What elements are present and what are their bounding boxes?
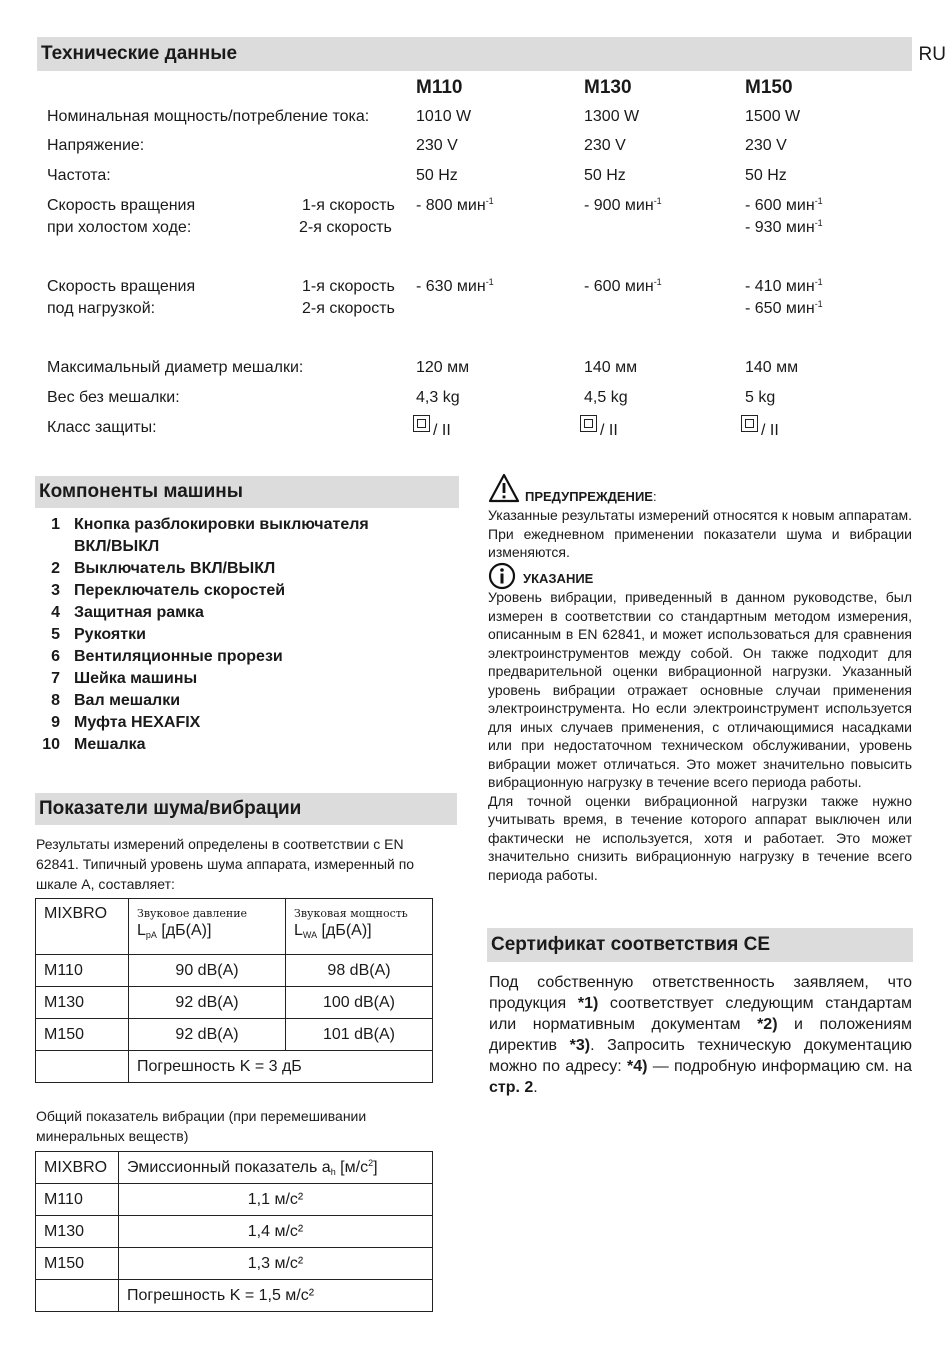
load-speed-label-1: Скорость вращения — [47, 278, 196, 295]
tech-data-heading: Технические данные — [37, 37, 912, 71]
protection-class-icon — [741, 415, 758, 432]
protection-m110: / II — [413, 419, 451, 440]
table-row — [36, 1280, 433, 1312]
table-cell: 98 dB(A) — [286, 955, 433, 987]
table-row — [36, 1184, 433, 1216]
table-cell: M110 — [36, 1184, 119, 1216]
protection-class-icon — [413, 415, 430, 432]
power-m150: 1500 W — [745, 108, 801, 125]
warning-icon — [488, 473, 520, 508]
diameter-m110: 120 мм — [416, 359, 470, 376]
list-item: 3 Переключатель скоростей — [51, 582, 286, 599]
weight-m150: 5 kg — [745, 389, 776, 406]
load-m110-speed1: - 630 мин$^{-1}$ — [416, 277, 494, 295]
load-speed-label-2: под нагрузкой: — [47, 300, 156, 317]
table-cell: 100 dB(A) — [286, 987, 433, 1019]
noise-intro: Результаты измерений определены в соответствии с EN 62841. Типичный уровень шума аппарата, измеренный по шкале А, составляет: — [36, 836, 415, 892]
table-row — [36, 1051, 433, 1083]
table-cell: 101 dB(A) — [286, 1019, 433, 1051]
noise-table-head: MIXBRO — [36, 899, 129, 955]
list-item: 1 Кнопка разблокировки выключателя — [51, 516, 369, 533]
sound-power-header: Звуковая мощность $L_{WA}$ [дБ(A)] — [286, 899, 433, 955]
model-m150-header: M150 — [745, 77, 793, 98]
voltage-m110: 230 V — [416, 137, 458, 154]
table-row — [36, 1216, 433, 1248]
idle-m110-speed1: - 800 мин$^{-1}$ — [416, 196, 494, 214]
frequency-m110: 50 Hz — [416, 167, 458, 184]
list-item: 10 Мешалка — [42, 736, 146, 753]
load-speed2-label: 2-я скорость — [302, 300, 395, 317]
noise-vibration-heading: Показатели шума/вибрации — [35, 793, 457, 825]
idle-m130-speed1: - 900 мин$^{-1}$ — [584, 196, 662, 214]
table-cell — [36, 1051, 129, 1083]
table-row — [36, 1152, 433, 1184]
voltage-m130: 230 V — [584, 137, 626, 154]
power-label: Номинальная мощность/потребление тока: — [47, 108, 370, 125]
idle-m150-speed1: - 600 мин$^{-1}$ — [745, 196, 823, 214]
table-row — [36, 1248, 433, 1280]
idle-speed2-label: 2-я скорость — [299, 219, 392, 236]
noise-tolerance: Погрешность K = 3 дБ — [129, 1051, 433, 1083]
load-speed1-label: 1-я скорость — [302, 278, 395, 295]
frequency-m130: 50 Hz — [584, 167, 626, 184]
protection-m130: / II — [580, 419, 618, 440]
weight-label: Вес без мешалки: — [47, 389, 180, 406]
emission-header: Эмиссионный показатель $a_h$ $[м/с^2]$ — [119, 1152, 433, 1184]
table-cell: 1,3 м/с² — [119, 1248, 433, 1280]
model-m130-header: M130 — [584, 77, 632, 98]
table-cell: 1,4 м/с² — [119, 1216, 433, 1248]
table-row — [36, 1019, 433, 1051]
list-item: 8 Вал мешалки — [51, 692, 181, 709]
components-list — [36, 514, 369, 756]
power-m130: 1300 W — [584, 108, 640, 125]
table-cell: M150 — [36, 1248, 119, 1280]
table-row — [36, 987, 433, 1019]
table-row — [36, 955, 433, 987]
load-m130-speed1: - 600 мин$^{-1}$ — [584, 277, 662, 295]
list-item: 6 Вентиляционные прорези — [51, 648, 283, 665]
warning-title: ПРЕДУПРЕЖДЕНИЕ: — [525, 489, 657, 504]
vibration-tolerance: Погрешность K = 1,5 м/с² — [119, 1280, 433, 1312]
protection-m150: / II — [741, 419, 779, 440]
table-cell: 92 dB(A) — [129, 987, 286, 1019]
model-m110-header: M110 — [416, 77, 463, 98]
table-cell: M110 — [36, 955, 129, 987]
idle-m150-speed2: - 930 мин$^{-1}$ — [745, 218, 823, 236]
frequency-m150: 50 Hz — [745, 167, 787, 184]
components-heading: Компоненты машины — [35, 476, 459, 508]
list-item: ВКЛ/ВЫКЛ — [74, 538, 160, 555]
table-cell — [36, 1280, 119, 1312]
table-cell: 1,1 м/с² — [119, 1184, 433, 1216]
frequency-label: Частота: — [47, 167, 111, 184]
list-item: 9 Муфта HEXAFIX — [51, 714, 201, 731]
sound-pressure-header: Звуковое давление $L_{pA}$ [дБ(A)] — [129, 899, 286, 955]
table-cell: M150 — [36, 1019, 129, 1051]
notice-title: УКАЗАНИЕ — [523, 571, 594, 586]
voltage-m150: 230 V — [745, 137, 787, 154]
idle-speed1-label: 1-я скорость — [302, 197, 395, 214]
table-cell: M130 — [36, 1216, 119, 1248]
table-cell: 90 dB(A) — [129, 955, 286, 987]
notice-text: Уровень вибрации, приведенный в данном руководстве, был измерен в соответствии со стандартным методом измерения, описанным в EN 62841, и может использоваться для сравнения электроинструментов между собой. Он также подходит для предварительной оценки вибрационной нагрузки. Указанный уровень вибрации отражает основные случаи применения электроинструмента. Но если электроинструмент используется для иных случаев применения, с отличающимися насадками или при недостаточном техническом обслуживании, уровень вибрации может отличаться. Это может значительно повысить вибрационную нагрузку в течение всего периода работы. Для точной оценки вибрационной нагрузки также нужно учитывать время, в течение которого аппарат выключен или фактически не используется, хотя и работает. Это может значительно снизить вибрационную нагрузку в течение всего периода работы. — [488, 589, 912, 883]
weight-m130: 4,5 kg — [584, 389, 628, 406]
list-item: 5 Рукоятки — [51, 626, 146, 643]
load-m150-speed2: - 650 мин$^{-1}$ — [745, 299, 823, 317]
protection-class-icon — [580, 415, 597, 432]
vibration-intro: Общий показатель вибрации (при перемешивании минеральных веществ) — [36, 1108, 367, 1144]
table-cell: M130 — [36, 987, 129, 1019]
vibration-table — [35, 1151, 433, 1312]
list-item: 4 Защитная рамка — [51, 604, 204, 621]
protection-class-label: Класс защиты: — [47, 419, 157, 436]
language-indicator: RU — [918, 44, 946, 65]
idle-speed-label-2: при холостом ходе: — [47, 219, 192, 236]
diameter-m130: 140 мм — [584, 359, 638, 376]
list-item: 7 Шейка машины — [51, 670, 198, 687]
diameter-label: Максимальный диаметр мешалки: — [47, 359, 304, 376]
noise-table — [35, 898, 433, 1083]
vibration-table-head: MIXBRO — [36, 1152, 119, 1184]
weight-m110: 4,3 kg — [416, 389, 460, 406]
table-cell: 92 dB(A) — [129, 1019, 286, 1051]
list-item: 2 Выключатель ВКЛ/ВЫКЛ — [51, 560, 276, 577]
ce-declaration: Под собственную ответственность заявляем, что продукция *1) соответствует следующим стандартам или нормативным документам *2) и положениям директив *3). Запросить техническую документацию можно по адресу: *4) — подробную информацию см. на стр. 2. — [489, 974, 913, 1096]
voltage-label: Напряжение: — [47, 137, 145, 154]
diameter-m150: 140 мм — [745, 359, 799, 376]
idle-speed-label-1: Скорость вращения — [47, 197, 196, 214]
load-m150-speed1: - 410 мин$^{-1}$ — [745, 277, 823, 295]
warning-text: Указанные результаты измерений относятся к новым аппаратам. При ежедневном применении показатели шума и вибрации изменяются. — [488, 507, 912, 560]
power-m110: 1010 W — [416, 108, 472, 125]
ce-heading: Сертификат соответствия CE — [487, 928, 913, 962]
